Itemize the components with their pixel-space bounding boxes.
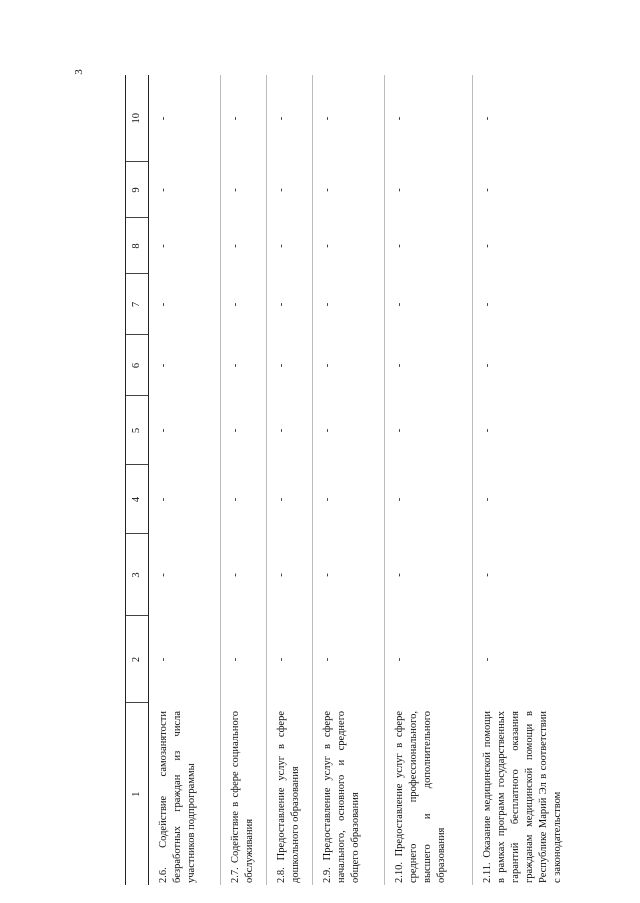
- cell-value: -: [149, 75, 221, 162]
- column-header: 8: [126, 218, 149, 274]
- cell-value: -: [385, 218, 473, 274]
- cell-value: -: [385, 465, 473, 534]
- row-name: 2.9. Предоставление услуг в сфере начального, основного и среднего общего образования: [313, 703, 385, 885]
- column-header: 5: [126, 396, 149, 465]
- cell-value: -: [482, 573, 493, 577]
- table-row: [313, 75, 385, 885]
- column-header: 1: [126, 703, 149, 885]
- column-header: 6: [126, 335, 149, 396]
- cell-value: -: [267, 534, 313, 616]
- cell-value: -: [313, 75, 385, 162]
- table-row: [473, 75, 613, 885]
- cell-value: -: [385, 396, 473, 465]
- cell-value: -: [221, 465, 267, 534]
- cell-value: -: [313, 465, 385, 534]
- cell-value: -: [385, 534, 473, 616]
- cell-value: -: [267, 335, 313, 396]
- page-number: 3: [72, 69, 85, 75]
- cell-value: -: [221, 396, 267, 465]
- cell-value: -: [267, 218, 313, 274]
- column-header: 4: [126, 465, 149, 534]
- cell-value: -: [221, 75, 267, 162]
- cell-value: -: [149, 396, 221, 465]
- table-row: [149, 75, 221, 885]
- cell-value: -: [149, 534, 221, 616]
- cell-value: -: [149, 465, 221, 534]
- cell-value: -: [482, 657, 493, 662]
- table-row: [385, 75, 473, 885]
- cell-value: -: [313, 162, 385, 218]
- cell-value: -: [221, 616, 267, 703]
- cell-value: -: [267, 75, 313, 162]
- cell-value: -: [221, 335, 267, 396]
- row-name: 2.10. Предоставление услуг в сфере среднего профессионального, высшего и дополнительного образования: [385, 703, 473, 885]
- row-name: 2.8. Предоставление услуг в сфере дошкольного образования: [267, 703, 313, 885]
- cell-value: -: [149, 162, 221, 218]
- program-table: [125, 75, 613, 885]
- rotated-table-container: [125, 75, 640, 885]
- cell-value: -: [482, 244, 493, 248]
- cell-value: -: [482, 302, 493, 307]
- cell-value: -: [221, 534, 267, 616]
- cell-value: -: [482, 116, 493, 121]
- column-header: 3: [126, 534, 149, 616]
- cell-value: -: [221, 218, 267, 274]
- row-name: 2.11. Оказание медицинской помощи в рамках программ государственных гарантий бесплатного оказания гражданам медицинской помощи в Республике Марий Эл в соответствии с законодательством: [482, 711, 563, 883]
- cell-value: -: [267, 616, 313, 703]
- cell-value: -: [482, 188, 493, 192]
- table-row: [221, 75, 267, 885]
- cell-value: -: [482, 428, 493, 433]
- table-header-row: [126, 75, 149, 885]
- cell-value: -: [267, 274, 313, 335]
- cell-value: -: [385, 162, 473, 218]
- cell-value: -: [313, 396, 385, 465]
- cell-value: -: [385, 335, 473, 396]
- cell-value: -: [313, 534, 385, 616]
- cell-value: -: [482, 497, 493, 502]
- cell-value: -: [385, 274, 473, 335]
- cell-value: -: [267, 162, 313, 218]
- column-header: 2: [126, 616, 149, 703]
- column-header: 10: [126, 75, 149, 162]
- row-name: 2.6. Содействие самозанятости безработных граждан из числа участников подпрограммы: [149, 703, 221, 885]
- cell-value: -: [482, 363, 493, 368]
- cell-value: -: [385, 616, 473, 703]
- column-header: 9: [126, 162, 149, 218]
- cell-value: -: [149, 335, 221, 396]
- cell-value: -: [221, 274, 267, 335]
- cell-value: -: [313, 616, 385, 703]
- cell-value: -: [313, 274, 385, 335]
- row-name: 2.7. Содействие в сфере социального обслуживания: [221, 703, 267, 885]
- cell-value: -: [149, 274, 221, 335]
- cell-value: -: [221, 162, 267, 218]
- table-row: [267, 75, 313, 885]
- cell-value: -: [385, 75, 473, 162]
- cell-value: -: [149, 616, 221, 703]
- column-header: 7: [126, 274, 149, 335]
- cell-value: -: [313, 218, 385, 274]
- cell-value: -: [149, 218, 221, 274]
- cell-value: -: [313, 335, 385, 396]
- cell-value: -: [267, 396, 313, 465]
- cell-value: -: [267, 465, 313, 534]
